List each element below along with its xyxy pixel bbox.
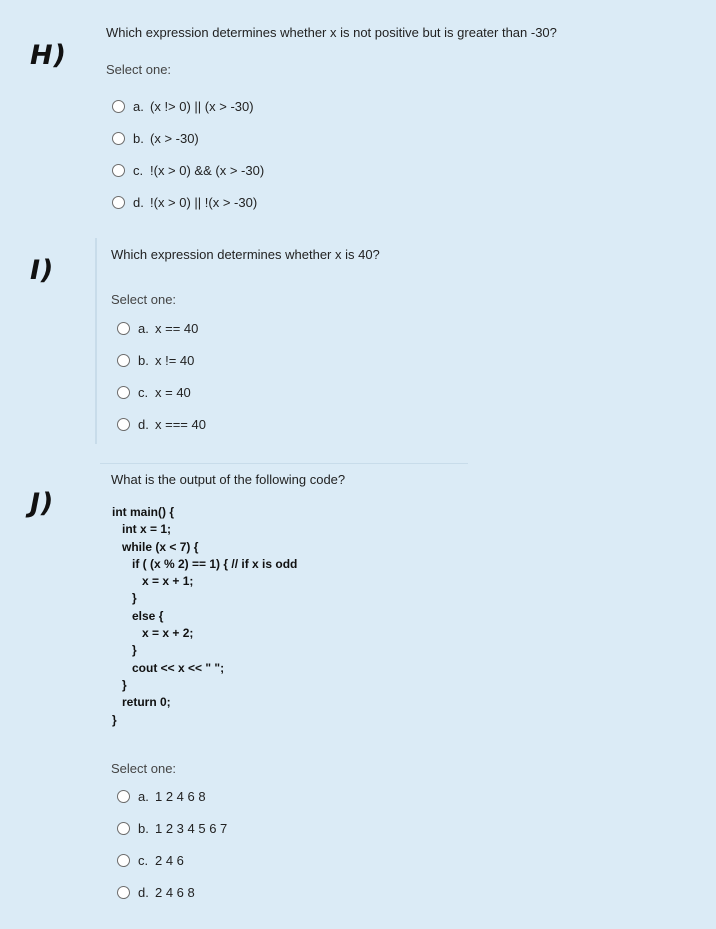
radio-button[interactable] [117,822,130,835]
option-letter: d. [133,195,144,210]
radio-button[interactable] [117,354,130,367]
option-c[interactable] [117,385,317,401]
option-text: x == 40 [155,321,199,336]
option-a[interactable] [117,789,317,805]
option-d[interactable] [117,885,317,901]
code-line: } [112,591,137,606]
select-one-label: Select one: [111,292,177,307]
code-line: } [112,677,127,692]
question-j-options [111,761,228,900]
code-line: while (x < 7) { [112,539,199,554]
code-line: x = x + 1; [112,574,194,589]
radio-button[interactable] [112,164,125,177]
code-line: } [112,643,137,658]
option-c[interactable] [112,163,412,179]
option-c[interactable] [117,853,317,869]
option-letter: d. [138,417,149,432]
option-d[interactable] [112,195,412,211]
code-line: x = x + 2; [112,626,194,641]
code-line: else { [112,608,164,623]
question-i [111,247,380,432]
option-letter: c. [133,163,144,178]
option-text: 2 4 6 8 [155,885,195,900]
code-line: return 0; [112,695,171,710]
option-text: 1 2 4 6 8 [155,789,206,804]
option-text: (x > -30) [150,131,199,146]
question-label-j: J) [30,488,55,519]
option-text: 1 2 3 4 5 6 7 [155,821,228,836]
code-line: } [112,712,117,727]
question-text: What is the output of the following code? [111,472,346,487]
code-block [112,504,297,729]
radio-button[interactable] [117,790,130,803]
question-h [106,25,557,210]
option-letter: a. [138,789,149,804]
option-text: x === 40 [155,417,206,432]
option-d[interactable] [117,417,317,433]
radio-button[interactable] [112,196,125,209]
code-line: cout << x << " "; [112,660,225,675]
question-text: Which expression determines whether x is not positive but is greater than -30? [106,25,557,40]
option-a[interactable] [112,99,412,115]
radio-button[interactable] [112,132,125,145]
option-letter: a. [133,99,144,114]
code-line: if ( (x % 2) == 1) { // if x is odd [112,556,298,571]
option-text: !(x > 0) && (x > -30) [150,163,265,178]
option-letter: b. [138,821,149,836]
question-label-i: I) [30,255,55,286]
option-text: (x !> 0) || (x > -30) [150,99,254,114]
question-divider [100,463,468,464]
option-b[interactable] [112,131,412,147]
option-text: !(x > 0) || !(x > -30) [150,195,258,210]
option-text: 2 4 6 [155,853,184,868]
option-letter: b. [133,131,144,146]
code-line: int main() { [112,505,174,519]
radio-button[interactable] [117,854,130,867]
option-text: x = 40 [155,385,191,400]
question-text: Which expression determines whether x is 40? [111,247,380,262]
radio-button[interactable] [117,322,130,335]
option-letter: b. [138,353,149,368]
radio-button[interactable] [117,418,130,431]
question-divider [95,238,97,444]
option-b[interactable] [117,353,317,369]
radio-button[interactable] [117,386,130,399]
question-label-h: H) [30,40,67,71]
option-a[interactable] [117,321,317,337]
select-one-label: Select one: [111,761,177,776]
radio-button[interactable] [117,886,130,899]
question-j [111,472,345,488]
option-letter: d. [138,885,149,900]
option-text: x != 40 [155,353,195,368]
option-b[interactable] [117,821,317,837]
option-letter: c. [138,853,149,868]
option-letter: c. [138,385,149,400]
option-letter: a. [138,321,149,336]
select-one-label: Select one: [106,62,172,77]
code-line: int x = 1; [112,522,172,537]
radio-button[interactable] [112,100,125,113]
